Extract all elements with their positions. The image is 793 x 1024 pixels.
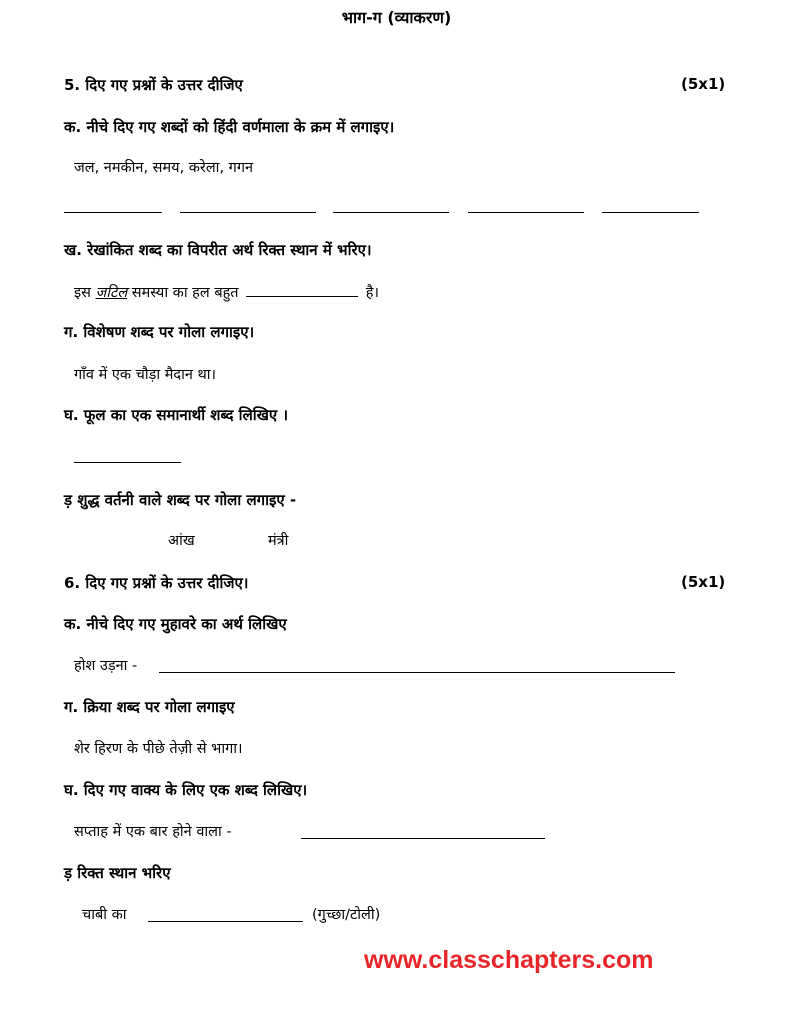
answer-blank-2[interactable] [180,212,316,213]
q5-a-label: क. नीचे दिए गए शब्दों को हिंदी वर्णमाला के क्रम में लगाइए। [64,118,395,136]
q5-b-before: इस [74,285,91,301]
q5-b-answer-blank[interactable] [246,295,358,297]
answer-blank-1[interactable] [64,212,162,213]
q5-d-answer-blank[interactable] [74,462,181,463]
q6-e-before: चाबी का [82,907,127,923]
q5-c-sentence: गाँव में एक चौड़ा मैदान था। [74,367,217,383]
q6-d-answer-blank[interactable] [301,838,545,839]
q5-b-label: ख. रेखांकित शब्द का विपरीत अर्थ रिक्त स्थान में भरिए। [64,241,372,259]
q5-b-middle: समस्या का हल बहुत [131,285,239,301]
question-6-heading: 6. दिए गए प्रश्नों के उत्तर दीजिए। [64,574,249,592]
q5-e-label: ड़ शुद्ध वर्तनी वाले शब्द पर गोला लगाइए - [64,491,297,509]
question-6-marks: (5x1) [681,573,726,591]
q6-a-label: क. नीचे दिए गए मुहावरे का अर्थ लिखिए [64,615,287,633]
q6-e-answer-blank[interactable] [148,921,303,922]
q5-c-label: ग. विशेषण शब्द पर गोला लगाइए। [64,323,255,341]
q5-e-option-2[interactable]: मंत्री [268,533,289,549]
q5-a-words: जल, नमकीन, समय, करेला, गगन [74,160,254,176]
q5-b-underlined-word: जटिल [95,285,128,301]
q5-b-after: है। [365,285,379,301]
q6-c-sentence: शेर हिरण के पीछे तेज़ी से भागा। [74,741,243,757]
website-watermark[interactable]: www.classchapters.com [364,946,654,974]
answer-blank-5[interactable] [602,212,699,213]
question-5-heading: 5. दिए गए प्रश्नों के उत्तर दीजिए [64,76,243,94]
q6-a-idiom: होश उड़ना - [74,658,138,674]
q6-e-label: ड़ रिक्त स्थान भरिए [64,864,171,882]
page-title: भाग-ग (व्याकरण) [341,8,452,27]
q5-d-label: घ. फूल का एक समानार्थी शब्द लिखिए । [64,406,289,424]
answer-blank-4[interactable] [468,212,584,213]
q5-b-sentence [74,282,379,302]
q5-e-option-1[interactable]: आंख [168,533,195,549]
q6-e-options: (गुच्छा/टोली) [312,907,381,923]
q6-d-label: घ. दिए गए वाक्य के लिए एक शब्द लिखिए। [64,781,308,799]
q6-a-answer-blank[interactable] [159,672,675,673]
answer-blank-3[interactable] [333,212,449,213]
q6-c-label: ग. क्रिया शब्द पर गोला लगाइए [64,698,235,716]
q6-d-phrase: सप्ताह में एक बार होने वाला - [74,824,232,840]
question-5-marks: (5x1) [681,75,726,93]
